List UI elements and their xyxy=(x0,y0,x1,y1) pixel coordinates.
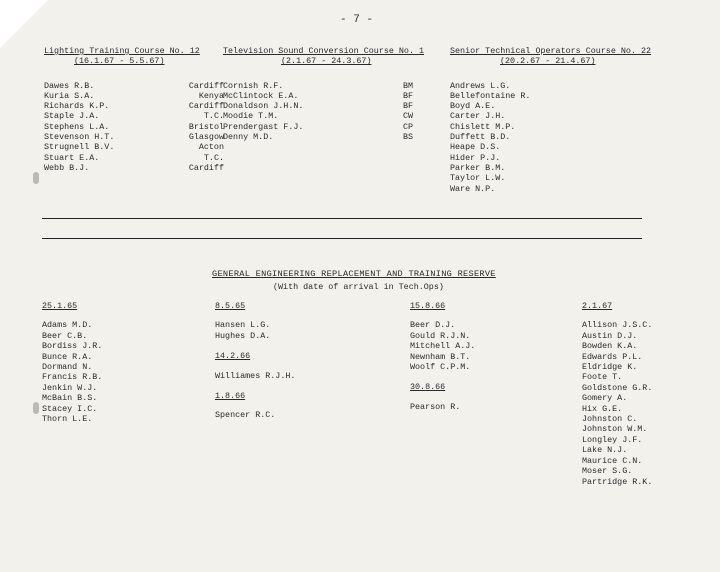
course-row xyxy=(44,153,224,163)
trainee-name: Andrews L.G. xyxy=(450,80,511,91)
trainee-name: Prendergast F.J. xyxy=(223,121,304,132)
reserve-name: Bowden K.A. xyxy=(582,341,638,352)
trainee-name: Hider P.J. xyxy=(450,152,501,163)
trainee-name: Parker B.M. xyxy=(450,162,506,173)
course-list xyxy=(223,81,413,143)
course-list xyxy=(44,81,224,174)
trainee-name: McClintock E.A. xyxy=(223,90,299,101)
course-row xyxy=(223,101,413,111)
trainee-location: BM xyxy=(402,80,413,91)
course-row xyxy=(44,101,224,111)
course-row xyxy=(450,173,665,183)
course-row xyxy=(223,91,413,101)
reserve-name: Newnham B.T. xyxy=(410,351,471,362)
trainee-location: BF xyxy=(402,90,413,101)
reserve-name: Johnston W.M. xyxy=(582,424,648,435)
course-row xyxy=(223,81,413,91)
course-row xyxy=(223,132,413,142)
page-number: - 7 - xyxy=(340,14,374,26)
course-row xyxy=(44,163,224,173)
reserve-name: Longley J.F. xyxy=(582,434,643,445)
trainee-name: Kuria S.A. xyxy=(44,90,95,101)
trainee-name: Duffett B.D. xyxy=(450,132,511,143)
reserve-column-2 xyxy=(215,301,295,421)
trainee-name: Stephens L.A. xyxy=(44,121,110,132)
reserve-name: Johnston C. xyxy=(582,414,638,425)
reserve-name: Allison J.S.C. xyxy=(582,320,653,331)
course-row xyxy=(450,163,665,173)
trainee-location: T.C. xyxy=(203,152,224,163)
reserve-name: Mitchell A.J. xyxy=(410,341,476,352)
reserve-title: GENERAL ENGINEERING REPLACEMENT AND TRAINING RESERVE xyxy=(212,269,496,279)
reserve-name: Edwards P.L. xyxy=(582,351,643,362)
reserve-name: Francis R.B. xyxy=(42,372,103,383)
course-row xyxy=(44,111,224,121)
trainee-name: Carter J.H. xyxy=(450,111,506,122)
punch-hole xyxy=(33,172,39,184)
course-row xyxy=(223,111,413,121)
divider-rule xyxy=(42,218,642,219)
trainee-location: Cardiff xyxy=(188,162,224,173)
reserve-name: Spencer R.C. xyxy=(215,410,276,421)
reserve-name: Beer C.B. xyxy=(42,330,88,341)
reserve-column-1 xyxy=(42,301,102,424)
course-row xyxy=(450,111,665,121)
reserve-name: Lake N.J. xyxy=(582,445,628,456)
reserve-name: Eldridge K. xyxy=(582,362,638,373)
course-dates: (2.1.67 - 24.3.67) xyxy=(281,56,372,67)
course-row xyxy=(450,153,665,163)
trainee-name: Taylor L.W. xyxy=(450,173,506,184)
lighting-course-column xyxy=(44,46,224,173)
reserve-column-4 xyxy=(582,301,652,487)
trainee-name: Heape D.S. xyxy=(450,142,501,153)
course-row xyxy=(450,184,665,194)
course-row xyxy=(44,142,224,152)
reserve-name: Gould R.J.N. xyxy=(410,330,471,341)
trainee-location: CW xyxy=(402,111,413,122)
punch-hole xyxy=(33,402,39,414)
trainee-name: Webb B.J. xyxy=(44,162,90,173)
course-row xyxy=(44,81,224,91)
course-dates: (20.2.67 - 21.4.67) xyxy=(500,56,596,67)
reserve-name: Woolf C.P.M. xyxy=(410,362,471,373)
trainee-name: Donaldson J.H.N. xyxy=(223,101,304,112)
course-dates: (16.1.67 - 5.5.67) xyxy=(74,56,165,67)
arrival-date: 1.8.66 xyxy=(215,391,246,402)
arrival-date: 30.8.66 xyxy=(410,382,446,393)
reserve-name: Maurice C.N. xyxy=(582,455,643,466)
reserve-name: McBain B.S. xyxy=(42,393,98,404)
trainee-name: Staple J.A. xyxy=(44,111,100,122)
course-heading: Lighting Training Course No. 12 xyxy=(44,46,200,56)
course-row xyxy=(44,132,224,142)
course-row xyxy=(223,122,413,132)
reserve-name: Bordiss J.R. xyxy=(42,341,103,352)
trainee-name: Cornish R.F. xyxy=(223,80,284,91)
reserve-name: Thorn L.E. xyxy=(42,414,93,425)
reserve-name: Jenkin W.J. xyxy=(42,382,98,393)
reserve-name: Adams M.D. xyxy=(42,320,93,331)
reserve-name: Goldstone G.R. xyxy=(582,382,653,393)
course-row xyxy=(450,81,665,91)
trainee-name: Denny M.D. xyxy=(223,132,274,143)
course-row xyxy=(44,122,224,132)
trainee-location: Glasgow xyxy=(188,132,224,143)
course-row xyxy=(450,132,665,142)
trainee-location: CP xyxy=(402,121,413,132)
reserve-name: Beer D.J. xyxy=(410,320,456,331)
tv-sound-course-column xyxy=(223,46,423,142)
arrival-date: 2.1.67 xyxy=(582,301,613,311)
course-row xyxy=(450,101,665,111)
trainee-location: Bristol xyxy=(188,121,224,132)
reserve-name: Gomery A. xyxy=(582,393,628,404)
trainee-location: T.C. xyxy=(203,111,224,122)
reserve-name: Bunce R.A. xyxy=(42,351,93,362)
arrival-date: 15.8.66 xyxy=(410,301,446,311)
reserve-subtitle: (With date of arrival in Tech.Ops) xyxy=(273,282,444,292)
reserve-name: Hix G.E. xyxy=(582,403,623,414)
arrival-date: 8.5.65 xyxy=(215,301,246,311)
reserve-name: Pearson R. xyxy=(410,401,461,412)
reserve-column-3 xyxy=(410,301,475,412)
course-row xyxy=(44,91,224,101)
divider-rule xyxy=(42,238,642,239)
reserve-name: Williames R.J.H. xyxy=(215,370,296,381)
course-row xyxy=(450,122,665,132)
course-row xyxy=(450,91,665,101)
arrival-date: 25.1.65 xyxy=(42,301,78,311)
trainee-name: Dawes R.B. xyxy=(44,80,95,91)
trainee-name: Stevenson H.T. xyxy=(44,132,115,143)
senior-operators-course-column xyxy=(450,46,665,194)
course-heading: Senior Technical Operators Course No. 22 xyxy=(450,46,652,56)
trainee-name: Moodie T.M. xyxy=(223,111,279,122)
course-list xyxy=(450,81,665,194)
trainee-name: Strugnell B.V. xyxy=(44,142,115,153)
arrival-date: 14.2.66 xyxy=(215,351,251,362)
trainee-name: Ware N.P. xyxy=(450,183,496,194)
trainee-name: Stuart E.A. xyxy=(44,152,100,163)
trainee-location: BF xyxy=(402,101,413,112)
reserve-name: Foote T. xyxy=(582,372,623,383)
reserve-name: Partridge R.K. xyxy=(582,476,653,487)
reserve-name: Austin D.J. xyxy=(582,330,638,341)
reserve-name: Hansen L.G. xyxy=(215,320,271,331)
reserve-name: Hughes D.A. xyxy=(215,330,271,341)
folded-corner xyxy=(0,0,48,48)
reserve-name: Moser S.G. xyxy=(582,466,633,477)
trainee-location: Acton xyxy=(198,142,224,153)
trainee-location: Cardiff xyxy=(188,80,224,91)
trainee-location: Cardiff xyxy=(188,101,224,112)
trainee-name: Chislett M.P. xyxy=(450,121,516,132)
course-row xyxy=(450,142,665,152)
course-heading: Television Sound Conversion Course No. 1 xyxy=(223,46,425,56)
trainee-name: Richards K.P. xyxy=(44,101,110,112)
reserve-name: Stacey I.C. xyxy=(42,403,98,414)
trainee-name: Bellefontaine R. xyxy=(450,90,531,101)
reserve-name: Dormand N. xyxy=(42,362,93,373)
trainee-location: Kenya xyxy=(198,90,224,101)
trainee-name: Boyd A.E. xyxy=(450,101,496,112)
trainee-location: BS xyxy=(402,132,413,143)
